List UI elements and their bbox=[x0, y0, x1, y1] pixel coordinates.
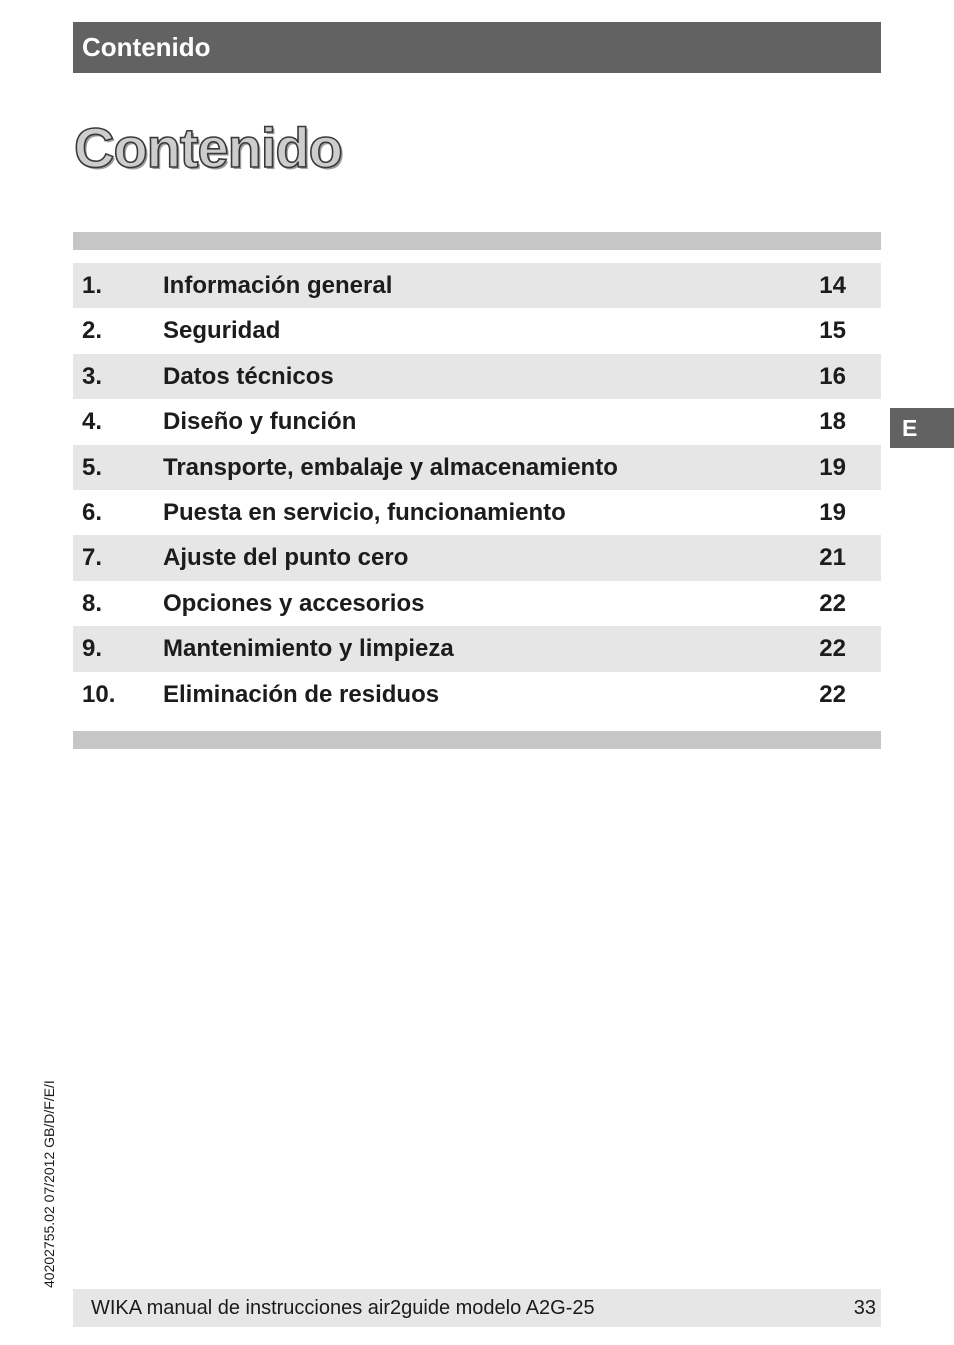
language-tab-label: E bbox=[902, 415, 918, 441]
toc-entry-title: Datos técnicos bbox=[163, 362, 334, 390]
toc-entry-page: 15 bbox=[819, 317, 846, 345]
toc-entry-title: Eliminación de residuos bbox=[163, 680, 440, 708]
toc-entry-page: 22 bbox=[819, 680, 846, 708]
toc-entry[interactable] bbox=[73, 672, 881, 717]
toc-entry-title: Transporte, embalaje y almacenamiento bbox=[163, 453, 618, 481]
toc-entry-title: Puesta en servicio, funcionamiento bbox=[163, 498, 566, 526]
toc-entry-page: 22 bbox=[819, 635, 846, 663]
toc-entry-number: 5. bbox=[82, 453, 103, 481]
toc-entry[interactable] bbox=[73, 535, 881, 580]
toc-entry-number: 8. bbox=[82, 589, 103, 617]
footer-page-number: 33 bbox=[853, 1297, 876, 1319]
toc-bottom-divider bbox=[73, 731, 881, 749]
document-code: 40202755.02 07/2012 GB/D/F/E/I bbox=[41, 1080, 57, 1288]
toc-entry[interactable] bbox=[73, 308, 881, 353]
toc-entry-number: 4. bbox=[82, 408, 103, 436]
toc-entry[interactable] bbox=[73, 490, 881, 535]
toc-entry-page: 16 bbox=[819, 362, 846, 390]
toc-entry-title: Información general bbox=[163, 272, 393, 299]
toc-entry-number: 9. bbox=[82, 635, 103, 663]
toc-entry[interactable] bbox=[73, 354, 881, 399]
toc-entry[interactable] bbox=[73, 581, 881, 626]
section-header-title: Contenido bbox=[82, 32, 211, 62]
footer-text: WIKA manual de instrucciones air2guide modelo A2G-25 bbox=[91, 1297, 595, 1319]
toc-entry-page: 14 bbox=[819, 272, 846, 299]
table-of-contents bbox=[73, 263, 881, 717]
toc-entry-title: Opciones y accesorios bbox=[163, 589, 425, 617]
toc-entry[interactable] bbox=[73, 626, 881, 671]
page-footer bbox=[73, 1289, 881, 1327]
toc-entry-page: 22 bbox=[819, 589, 846, 617]
toc-entry[interactable] bbox=[73, 399, 881, 444]
toc-entry[interactable] bbox=[73, 263, 881, 308]
toc-entry-title: Mantenimiento y limpieza bbox=[163, 635, 454, 663]
toc-top-divider bbox=[73, 232, 881, 250]
toc-entry-number: 10. bbox=[82, 680, 116, 708]
toc-entry-number: 2. bbox=[82, 317, 103, 345]
toc-entry[interactable] bbox=[73, 445, 881, 490]
toc-entry-page: 21 bbox=[819, 544, 846, 572]
toc-entry-number: 7. bbox=[82, 544, 103, 572]
toc-entry-number: 1. bbox=[82, 272, 103, 299]
language-tab bbox=[890, 408, 954, 448]
section-header bbox=[73, 22, 881, 73]
toc-entry-title: Seguridad bbox=[163, 317, 281, 345]
toc-entry-number: 3. bbox=[82, 362, 103, 390]
toc-entry-number: 6. bbox=[82, 498, 103, 526]
toc-entry-page: 18 bbox=[819, 408, 846, 436]
page-title: Contenido bbox=[74, 116, 342, 179]
toc-entry-title: Ajuste del punto cero bbox=[163, 544, 409, 572]
toc-entry-page: 19 bbox=[819, 453, 846, 481]
toc-entry-page: 19 bbox=[819, 498, 846, 526]
toc-entry-title: Diseño y función bbox=[163, 408, 357, 436]
